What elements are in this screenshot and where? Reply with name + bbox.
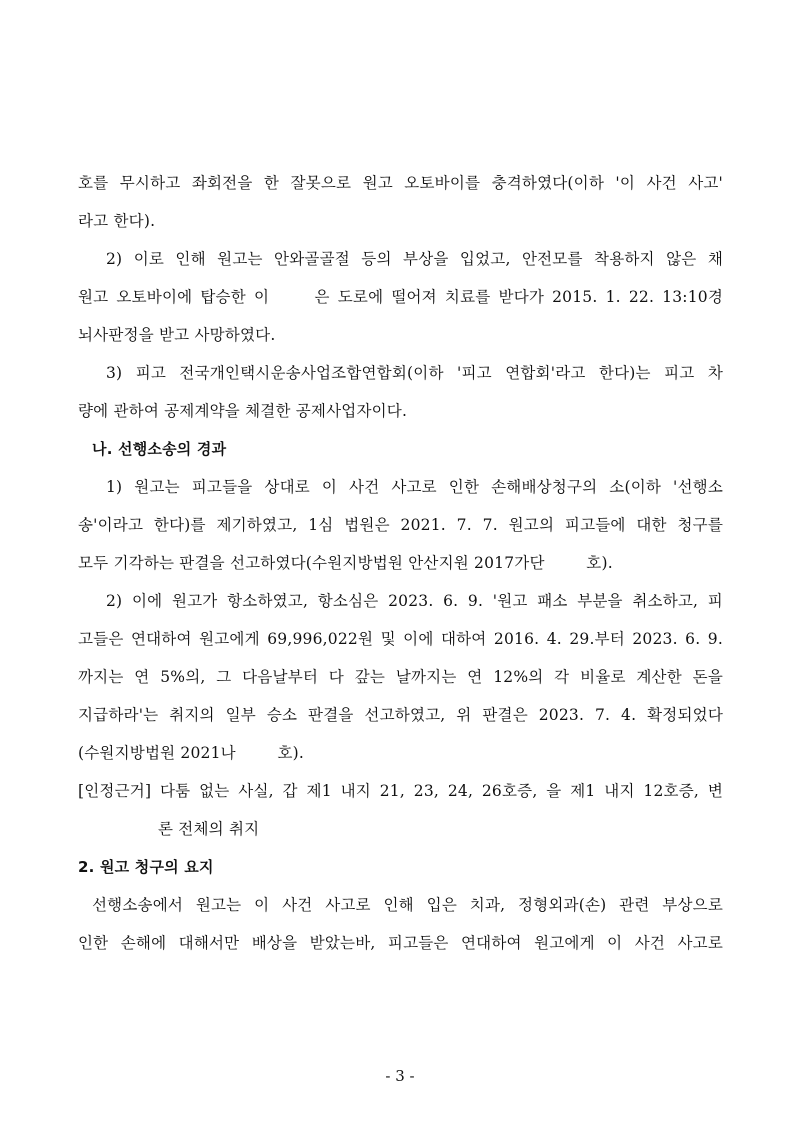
paragraph-2-start: 2) 이에 원고가 항소하였고, 항소심은 2023. 6. 9. '원고 패소 부분을 취소하고, 피 <box>106 592 723 610</box>
body-line: 라고 한다). <box>78 212 156 230</box>
body-line: 인한 손해에 대해서만 배상을 받았는바, 피고들은 연대하여 원고에게 이 사건 사고로 <box>78 934 723 952</box>
section-heading-na: 나. 선행소송의 경과 <box>92 440 227 458</box>
section-heading-2: 2. 원고 청구의 요지 <box>78 858 214 876</box>
paragraph-2-start: 2) 이로 인해 원고는 안와골골절 등의 부상을 입었고, 안전모를 착용하지 않은 채 <box>106 250 723 268</box>
evidence-basis-continuation: 론 전체의 취지 <box>158 820 260 838</box>
body-line: 뇌사판정을 받고 사망하였다. <box>78 326 276 344</box>
body-line: 원고 오토바이에 탑승한 이 은 도로에 떨어져 치료를 받다가 2015. 1. 22. 13:10경 <box>78 288 723 306</box>
paragraph-1-start: 1) 원고는 피고들을 상대로 이 사건 사고로 인한 손해배상청구의 소(이하 '선행소 <box>106 478 723 496</box>
body-line: 까지는 연 5%의, 그 다음날부터 다 갚는 날까지는 연 12%의 각 비율로 계산한 돈을 <box>78 668 723 686</box>
body-line: 호를 무시하고 좌회전을 한 잘못으로 원고 오토바이를 충격하였다(이하 '이 사건 사고' <box>78 174 723 192</box>
body-line: 모두 기각하는 판결을 선고하였다(수원지방법원 안산지원 2017가단 호). <box>78 554 613 572</box>
body-line: (수원지방법원 2021나 호). <box>78 744 305 762</box>
evidence-basis: [인정근거] 다툼 없는 사실, 갑 제1 내지 21, 23, 24, 26호증, 을 제1 내지 12호증, 변 <box>78 782 723 800</box>
body-line: 량에 관하여 공제계약을 체결한 공제사업자이다. <box>78 402 408 420</box>
body-line: 송'이라고 한다)를 제기하였고, 1심 법원은 2021. 7. 7. 원고의 피고들에 대한 청구를 <box>78 516 723 534</box>
paragraph-start: 선행소송에서 원고는 이 사건 사고로 인해 입은 치과, 정형외과(손) 관련 부상으로 <box>92 896 723 914</box>
body-line: 고들은 연대하여 원고에게 69,996,022원 및 이에 대하여 2016. 4. 29.부터 2023. 6. 9. <box>78 630 723 648</box>
body-line: 지급하라'는 취지의 일부 승소 판결을 선고하였고, 위 판결은 2023. 7. 4. 확정되었다 <box>78 706 723 724</box>
page-number: - 3 - <box>385 1067 415 1085</box>
paragraph-3-start: 3) 피고 전국개인택시운송사업조합연합회(이하 '피고 연합회'라고 한다)는 피고 차 <box>106 364 723 382</box>
